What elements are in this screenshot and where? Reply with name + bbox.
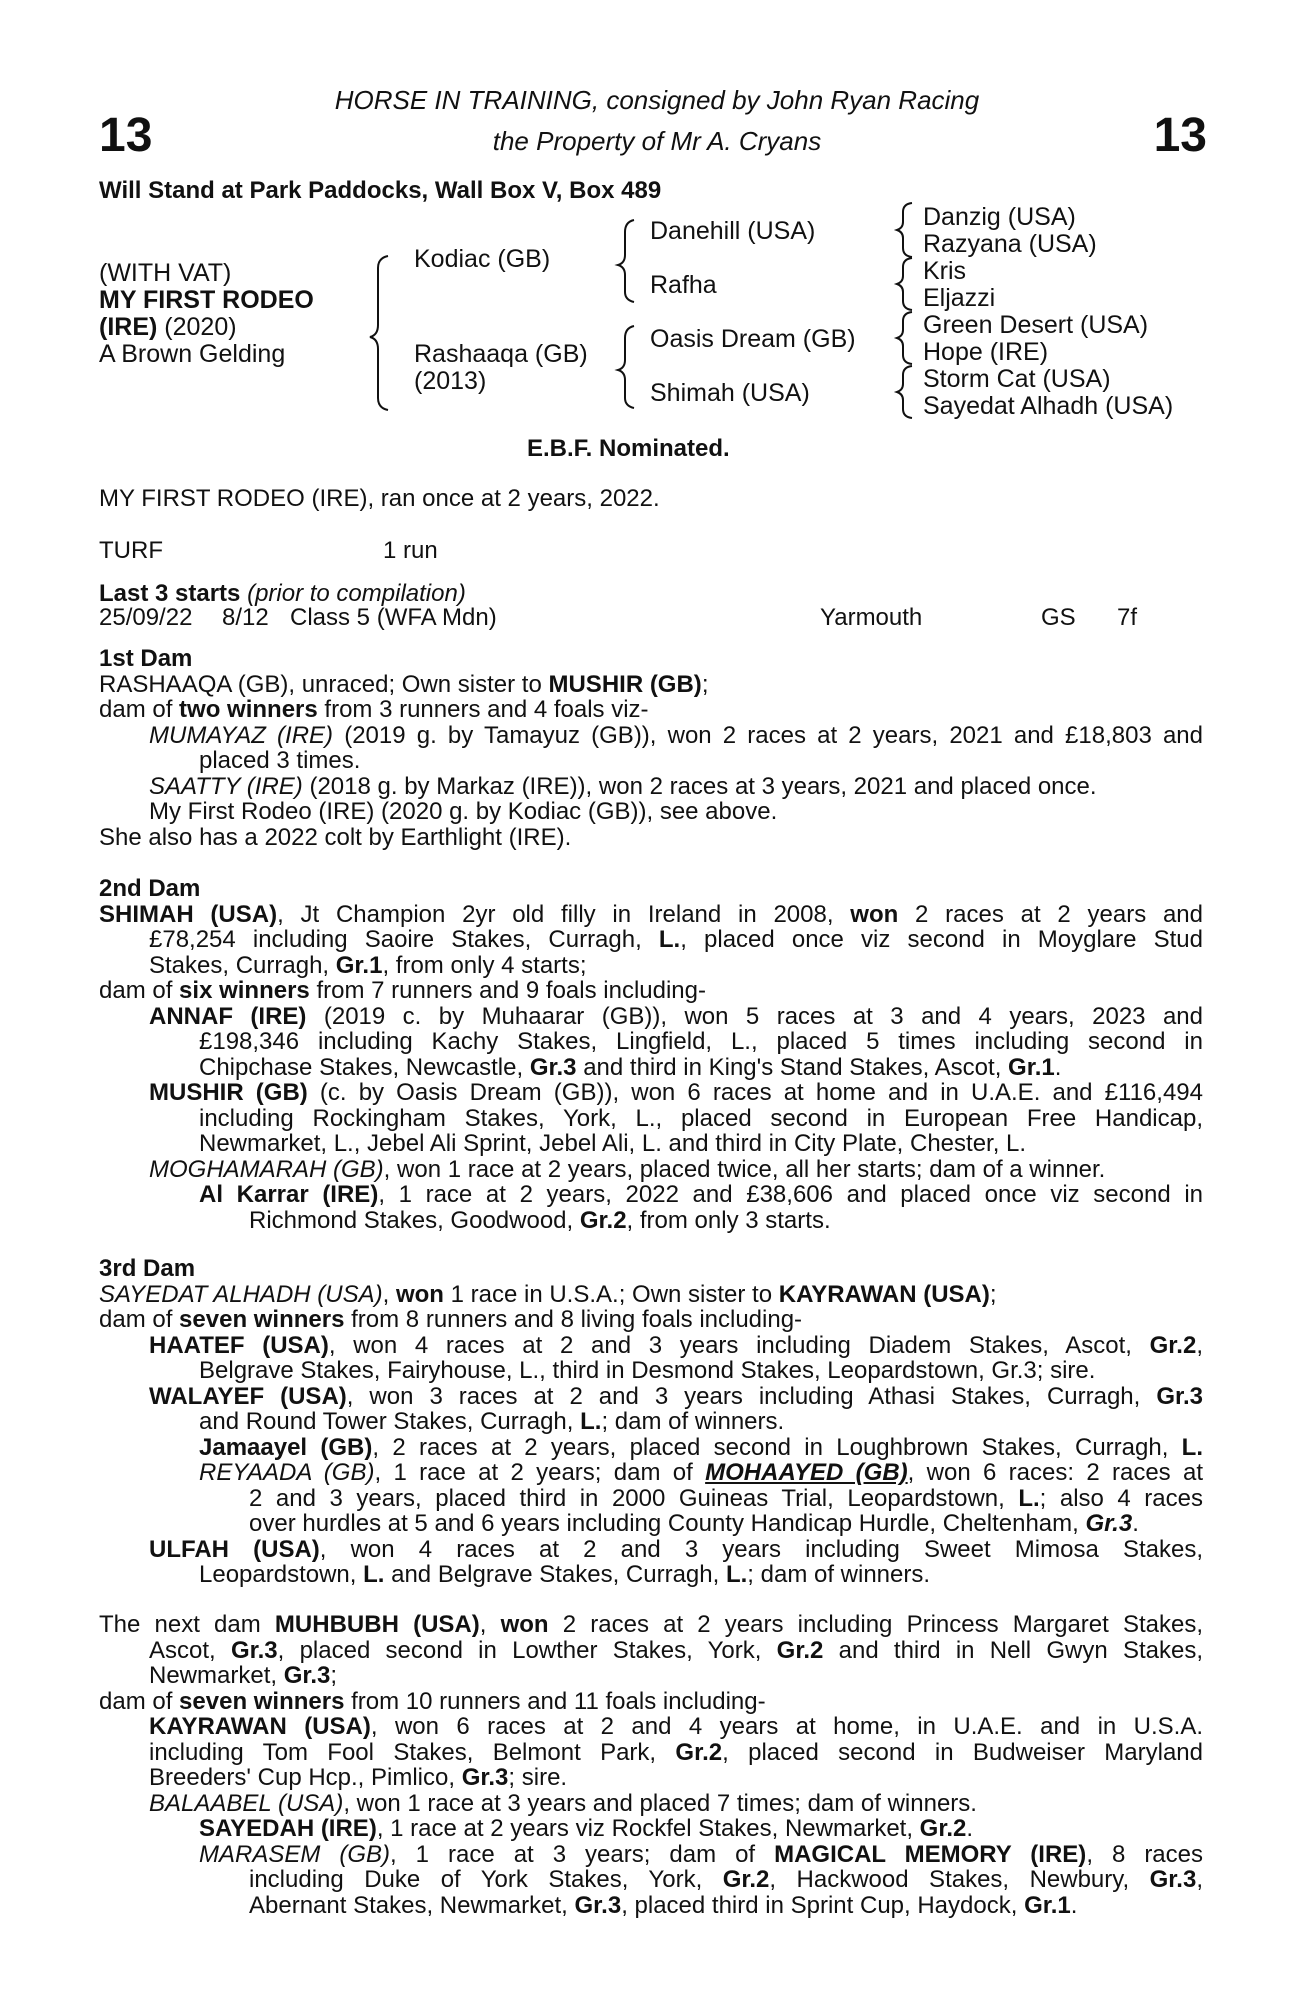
bracket-ss	[897, 203, 912, 257]
third-dam-line: 2 and 3 years, placed third in 2000 Guineas Trial, Leopardstown, L.; also 4 races	[249, 1484, 1203, 1512]
third-dam-line: Leopardstown, L. and Belgrave Stakes, Curragh, L.; dam of winners.	[199, 1561, 931, 1588]
next-dam-line: including Duke of York Stakes, York, Gr.2, Hackwood Stakes, Newbury, Gr.3,	[249, 1866, 1203, 1893]
second-dam-line: £78,254 including Saoire Stakes, Curragh, L., placed once viz second in Moyglare Stud	[149, 926, 1203, 953]
third-dam-heading: 3rd Dam	[99, 1255, 196, 1282]
next-dam-line: including Tom Fool Stakes, Belmont Park, Gr.2, placed second in Budweiser Maryland	[149, 1738, 1204, 1766]
pedigree-dd: Shimah (USA)	[650, 379, 810, 407]
third-dam-line: SAYEDAT ALHADH (USA), won 1 race in U.S.A.; Own sister to KAYRAWAN (USA);	[99, 1280, 997, 1308]
lot-number-right: 13	[1153, 109, 1207, 162]
first-dam-line: dam of two winners from 3 runners and 4 foals viz-	[99, 696, 649, 723]
pedigree-ddd: Sayedat Alhadh (USA)	[923, 392, 1174, 420]
pedigree-dam-year: (2013)	[414, 367, 487, 395]
next-dam-line: dam of seven winners from 10 runners and 11 foals including-	[99, 1687, 766, 1715]
third-dam-line: HAATEF (USA), won 4 races at 2 and 3 years including Diadem Stakes, Ascot, Gr.2,	[149, 1331, 1203, 1359]
second-dam-line: £198,346 including Kachy Stakes, Lingfield, L., placed 5 times including second in	[199, 1028, 1203, 1055]
next-dam-line: BALAABEL (USA), won 1 race at 3 years and placed 7 times; dam of winners.	[149, 1789, 977, 1817]
next-dam-line: Newmarket, Gr.3;	[149, 1662, 338, 1689]
turf-label: TURF	[99, 537, 163, 564]
third-dam-line: WALAYEF (USA), won 3 races at 2 and 3 years including Athasi Stakes, Curragh, Gr.3	[149, 1382, 1204, 1410]
second-dam-line: including Rockingham Stakes, York, L., placed second in European Free Handicap,	[199, 1104, 1203, 1132]
pedigree-ssd: Razyana (USA)	[923, 230, 1097, 258]
next-dam-section	[99, 1612, 1203, 1918]
pedigree-dds: Storm Cat (USA)	[923, 365, 1111, 393]
first-dam-line: MUMAYAZ (IRE) (2019 g. by Tamayuz (GB)), won 2 races at 2 years, 2021 and £18,803 and	[149, 721, 1203, 749]
second-dam-section	[99, 876, 1203, 1233]
header-property: the Property of Mr A. Cryans	[492, 126, 822, 156]
bracket-sire	[618, 220, 634, 302]
next-dam-line: The next dam MUHBUBH (USA), won 2 races at 2 years including Princess Margaret Stakes,	[99, 1611, 1204, 1638]
second-dam-line: MOGHAMARAH (GB), won 1 race at 2 years, placed twice, all her starts; dam of a winner.	[149, 1155, 1106, 1183]
first-dam-line: She also has a 2022 colt by Earthlight (IRE).	[99, 823, 572, 851]
ebf-nominated: E.B.F. Nominated.	[527, 435, 730, 462]
pedigree-dsd: Hope (IRE)	[923, 338, 1049, 366]
horse-origin-year: (IRE) (2020)	[99, 313, 237, 341]
first-dam-heading: 1st Dam	[99, 645, 193, 672]
horse-description: A Brown Gelding	[99, 340, 286, 368]
second-dam-line: SHIMAH (USA), Jt Champion 2yr old filly in Ireland in 2008, won 2 races at 2 years and	[99, 900, 1204, 928]
race-summary: MY FIRST RODEO (IRE), ran once at 2 years, 2022.	[99, 485, 660, 512]
second-dam-line: Stakes, Curragh, Gr.1, from only 4 starts;	[149, 951, 587, 979]
bracket-dd	[897, 366, 912, 418]
last-start-going: GS	[1041, 604, 1076, 631]
first-dam-line: RASHAAQA (GB), unraced; Own sister to MUSHIR (GB);	[99, 670, 709, 698]
lot-number-left: 13	[99, 109, 153, 162]
next-dam-line: Abernant Stakes, Newmarket, Gr.3, placed third in Sprint Cup, Haydock, Gr.1.	[249, 1891, 1078, 1919]
second-dam-heading: 2nd Dam	[99, 875, 201, 902]
last-start-course: Yarmouth	[820, 604, 923, 631]
next-dam-line: Ascot, Gr.3, placed second in Lowther Stakes, York, Gr.2 and third in Nell Gwyn Stakes,	[149, 1636, 1204, 1664]
first-dam-line: SAATTY (IRE) (2018 g. by Markaz (IRE)), won 2 races at 3 years, 2021 and placed once.	[149, 772, 1097, 800]
bracket-dam	[618, 326, 634, 408]
pedigree-sds: Kris	[923, 257, 967, 285]
vat-note: (WITH VAT)	[99, 259, 232, 287]
bracket-main	[370, 256, 388, 410]
pedigree-dss: Green Desert (USA)	[923, 311, 1149, 339]
pedigree-ds: Oasis Dream (GB)	[650, 325, 856, 353]
pedigree-ss: Danehill (USA)	[650, 217, 816, 245]
next-dam-line: Breeders' Cup Hcp., Pimlico, Gr.3; sire.	[149, 1764, 568, 1791]
pedigree-sire: Kodiac (GB)	[414, 245, 551, 273]
pedigree-dam: Rashaaqa (GB)	[414, 340, 588, 368]
pedigree-sd: Rafha	[650, 271, 717, 299]
third-dam-section	[99, 1256, 1203, 1588]
second-dam-line: dam of six winners from 7 runners and 9 foals including-	[99, 977, 706, 1004]
last-start-distance: 7f	[1117, 604, 1138, 631]
pedigree-sss: Danzig (USA)	[923, 203, 1076, 231]
bracket-sd	[897, 258, 912, 310]
second-dam-line: Newmarket, L., Jebel Ali Sprint, Jebel Ali, L. and third in City Plate, Chester, L.	[199, 1130, 1027, 1157]
pedigree-sdd: Eljazzi	[923, 284, 996, 312]
third-dam-line: ULFAH (USA), won 4 races at 2 and 3 years including Sweet Mimosa Stakes,	[149, 1535, 1203, 1563]
third-dam-line: and Round Tower Stakes, Curragh, L.; dam of winners.	[199, 1408, 785, 1435]
first-dam-line: placed 3 times.	[199, 747, 361, 774]
second-dam-line: Al Karrar (IRE), 1 race at 2 years, 2022 and £38,606 and placed once viz second in	[199, 1181, 1204, 1208]
last-start-position: 8/12	[222, 604, 269, 631]
horse-name: MY FIRST RODEO	[99, 286, 314, 314]
third-dam-line: over hurdles at 5 and 6 years including County Handicap Hurdle, Cheltenham, Gr.3.	[249, 1510, 1139, 1537]
second-dam-line: ANNAF (IRE) (2019 c. by Muhaarar (GB)), won 5 races at 3 and 4 years, 2023 and	[149, 1002, 1203, 1030]
third-dam-line: Jamaayel (GB), 2 races at 2 years, placed second in Loughbrown Stakes, Curragh, L.	[199, 1433, 1203, 1461]
first-dam-line: My First Rodeo (IRE) (2020 g. by Kodiac (GB)), see above.	[149, 798, 778, 825]
next-dam-line: MARASEM (GB), 1 race at 3 years; dam of MAGICAL MEMORY (IRE), 8 races	[199, 1840, 1204, 1868]
second-dam-line: Richmond Stakes, Goodwood, Gr.2, from only 3 starts.	[249, 1206, 831, 1234]
last-start-date: 25/09/22	[99, 604, 193, 631]
second-dam-line: Chipchase Stakes, Newcastle, Gr.3 and third in King's Stand Stakes, Ascot, Gr.1.	[199, 1053, 1062, 1081]
last-starts-heading: Last 3 starts (prior to compilation)	[99, 580, 466, 607]
next-dam-line: SAYEDAH (IRE), 1 race at 2 years viz Rockfel Stakes, Newmarket, Gr.2.	[199, 1815, 974, 1842]
header-consignor: HORSE IN TRAINING, consigned by John Ryan Racing	[334, 85, 980, 115]
next-dam-line: KAYRAWAN (USA), won 6 races at 2 and 4 years at home, in U.A.E. and in U.S.A.	[149, 1713, 1204, 1740]
third-dam-line: REYAADA (GB), 1 race at 2 years; dam of MOHAAYED (GB), won 6 races: 2 races at	[199, 1459, 1203, 1486]
stand-location: Will Stand at Park Paddocks, Wall Box V, Box 489	[99, 177, 662, 204]
third-dam-line: Belgrave Stakes, Fairyhouse, L., third in Desmond Stakes, Leopardstown, Gr.3; sire.	[199, 1357, 1096, 1384]
last-start-class: Class 5 (WFA Mdn)	[290, 604, 497, 631]
bracket-ds	[897, 312, 912, 364]
turf-runs: 1 run	[383, 537, 438, 564]
second-dam-line: MUSHIR (GB) (c. by Oasis Dream (GB)), won 6 races at home and in U.A.E. and £116,494	[149, 1079, 1203, 1106]
third-dam-line: dam of seven winners from 8 runners and 8 living foals including-	[99, 1306, 803, 1333]
first-dam-section	[99, 646, 1203, 850]
